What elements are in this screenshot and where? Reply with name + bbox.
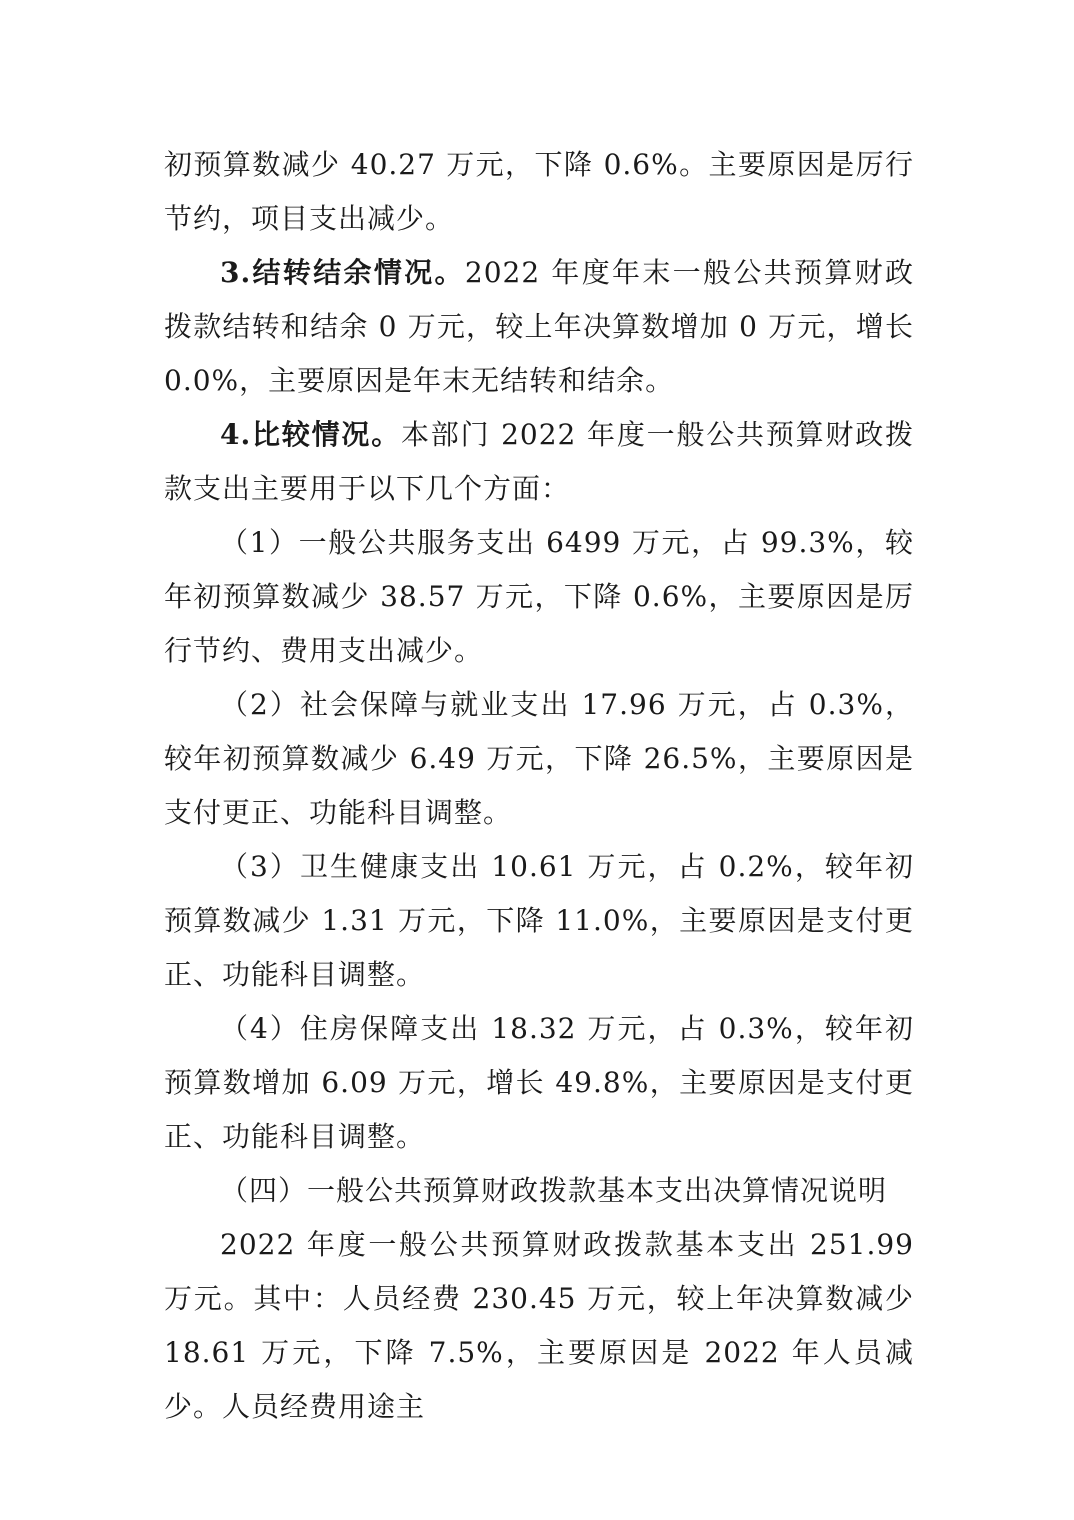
- paragraph-text: 本部门 2022 年度一般公共预算财政拨款支出主要用于以下几个方面：: [164, 418, 915, 505]
- document-body: [164, 138, 914, 1434]
- paragraph-text: （4）住房保障支出 18.32 万元，占 0.3%，较年初预算数增加 6.09 万元，增长 49.8%，主要原因是支付更正、功能科目调整。: [164, 1012, 914, 1153]
- paragraph-budget-decrease: [164, 138, 914, 246]
- paragraph-carryover: [164, 246, 914, 408]
- paragraph-heading: 3.结转结余情况。: [220, 256, 465, 289]
- paragraph-item-3: [164, 840, 914, 1002]
- section-heading-text: （四）一般公共预算财政拨款基本支出决算情况说明: [220, 1174, 888, 1207]
- paragraph-text: 2022 年度一般公共预算财政拨款基本支出 251.99 万元。其中：人员经费 230.45 万元，较上年决算数减少 18.61 万元，下降 7.5%，主要原因是 2022 年人员减少。人员经费用途主: [164, 1228, 914, 1423]
- section-heading: [164, 1164, 914, 1218]
- paragraph-item-4: [164, 1002, 914, 1164]
- paragraph-text: （2）社会保障与就业支出 17.96 万元，占 0.3%，较年初预算数减少 6.49 万元，下降 26.5%，主要原因是支付更正、功能科目调整。: [164, 688, 914, 829]
- paragraph-item-1: [164, 516, 914, 678]
- paragraph-text: （3）卫生健康支出 10.61 万元，占 0.2%，较年初预算数减少 1.31 万元，下降 11.0%，主要原因是支付更正、功能科目调整。: [164, 850, 914, 991]
- paragraph-basic-expenditure: [164, 1218, 914, 1434]
- paragraph-text: 初预算数减少 40.27 万元，下降 0.6%。主要原因是厉行节约，项目支出减少。: [164, 148, 914, 235]
- paragraph-text: （1）一般公共服务支出 6499 万元，占 99.3%，较年初预算数减少 38.57 万元，下降 0.6%，主要原因是厉行节约、费用支出减少。: [164, 526, 914, 667]
- paragraph-heading: 4.比较情况。: [220, 418, 402, 451]
- paragraph-text: 2022 年度年末一般公共预算财政拨款结转和结余 0 万元，较上年决算数增加 0 万元，增长 0.0%，主要原因是年末无结转和结余。: [164, 256, 914, 397]
- paragraph-item-2: [164, 678, 914, 840]
- paragraph-comparison: [164, 408, 914, 516]
